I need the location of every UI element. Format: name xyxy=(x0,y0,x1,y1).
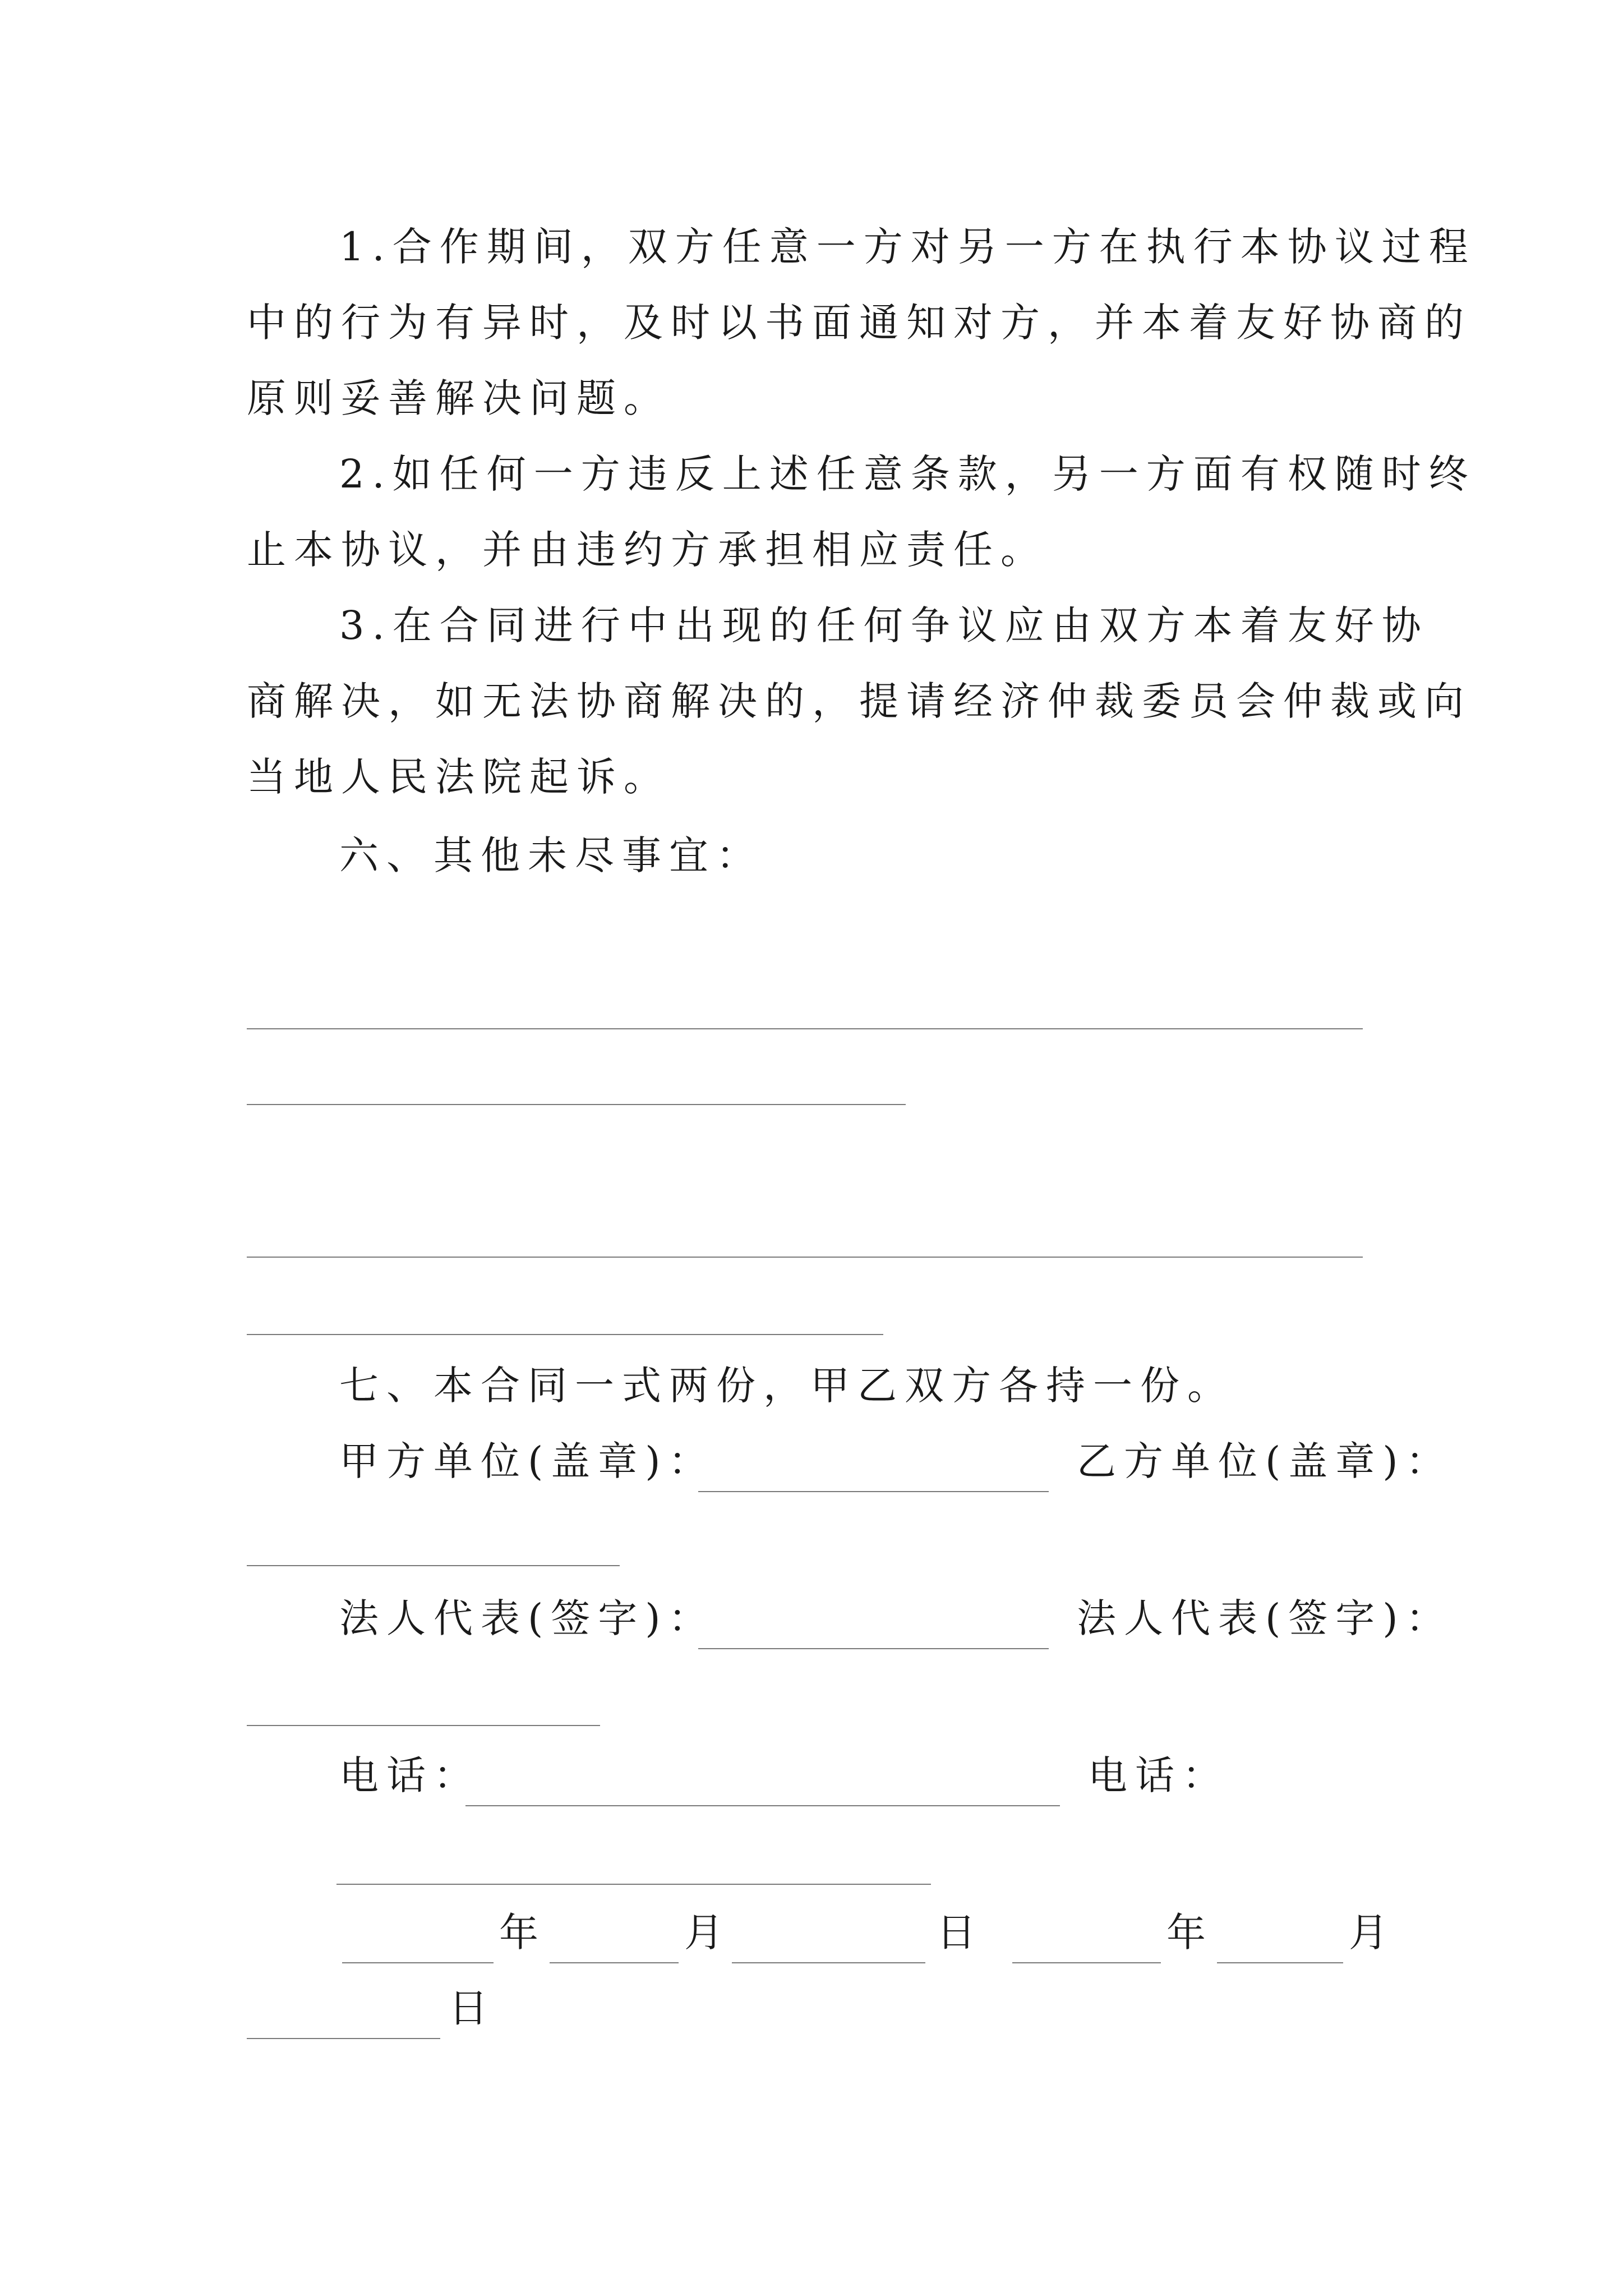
blank-fill-line[interactable] xyxy=(247,1257,1363,1258)
party-a-year-label: 年 xyxy=(499,1910,546,1955)
party-b-year-field[interactable] xyxy=(1012,1962,1161,1963)
party-a-unit-label: 甲方单位(盖章)： xyxy=(339,1438,716,1484)
clause-1-line-1: 1.合作期间，双方任意一方对另一方在执行本协议过程 xyxy=(339,224,1476,270)
party-b-unit-field[interactable] xyxy=(247,1565,620,1566)
section-six-heading: 六、其他未尽事宜： xyxy=(339,832,763,878)
party-b-rep-field[interactable] xyxy=(247,1725,600,1726)
clause-3-line-2: 商解决，如无法协商解决的，提请经济仲裁委员会仲裁或向 xyxy=(247,678,1472,724)
party-b-rep-label: 法人代表(签字)： xyxy=(1077,1595,1453,1641)
blank-fill-line[interactable] xyxy=(247,1104,906,1105)
party-b-month-field[interactable] xyxy=(1217,1962,1343,1963)
party-a-year-field[interactable] xyxy=(342,1962,494,1963)
clause-2-line-1: 2.如任何一方违反上述任意条款，另一方面有权随时终 xyxy=(339,451,1476,497)
clause-3-line-3: 当地人民法院起诉。 xyxy=(247,754,671,800)
party-a-day-field[interactable] xyxy=(732,1962,925,1963)
party-a-unit-field[interactable] xyxy=(698,1491,1049,1492)
clause-3-line-1: 3.在合同进行中出现的任何争议应由双方本着友好协 xyxy=(339,602,1429,648)
clause-1-line-2: 中的行为有异时，及时以书面通知对方，并本着友好协商的 xyxy=(247,300,1472,346)
party-b-month-label: 月 xyxy=(1349,1910,1396,1955)
clause-1-line-3: 原则妥善解决问题。 xyxy=(247,375,671,421)
section-seven-text: 七、本合同一式两份，甲乙双方各持一份。 xyxy=(339,1363,1234,1409)
party-b-day-label: 日 xyxy=(449,1985,496,2031)
party-b-phone-field[interactable] xyxy=(336,1884,931,1885)
party-b-phone-label: 电话： xyxy=(1088,1752,1229,1798)
party-a-month-field[interactable] xyxy=(550,1962,679,1963)
party-b-day-field[interactable] xyxy=(247,2038,440,2039)
party-a-day-label: 日 xyxy=(937,1910,984,1955)
party-b-unit-label: 乙方单位(盖章)： xyxy=(1077,1438,1453,1484)
party-a-rep-field[interactable] xyxy=(698,1648,1049,1649)
party-a-month-label: 月 xyxy=(684,1910,731,1955)
party-a-phone-label: 电话： xyxy=(339,1752,481,1798)
blank-fill-line[interactable] xyxy=(247,1028,1363,1029)
party-a-phone-field[interactable] xyxy=(465,1805,1060,1806)
clause-2-line-2: 止本协议，并由违约方承担相应责任。 xyxy=(247,527,1048,573)
party-a-rep-label: 法人代表(签字)： xyxy=(339,1595,716,1641)
blank-fill-line[interactable] xyxy=(247,1334,883,1335)
party-b-year-label: 年 xyxy=(1166,1910,1214,1955)
